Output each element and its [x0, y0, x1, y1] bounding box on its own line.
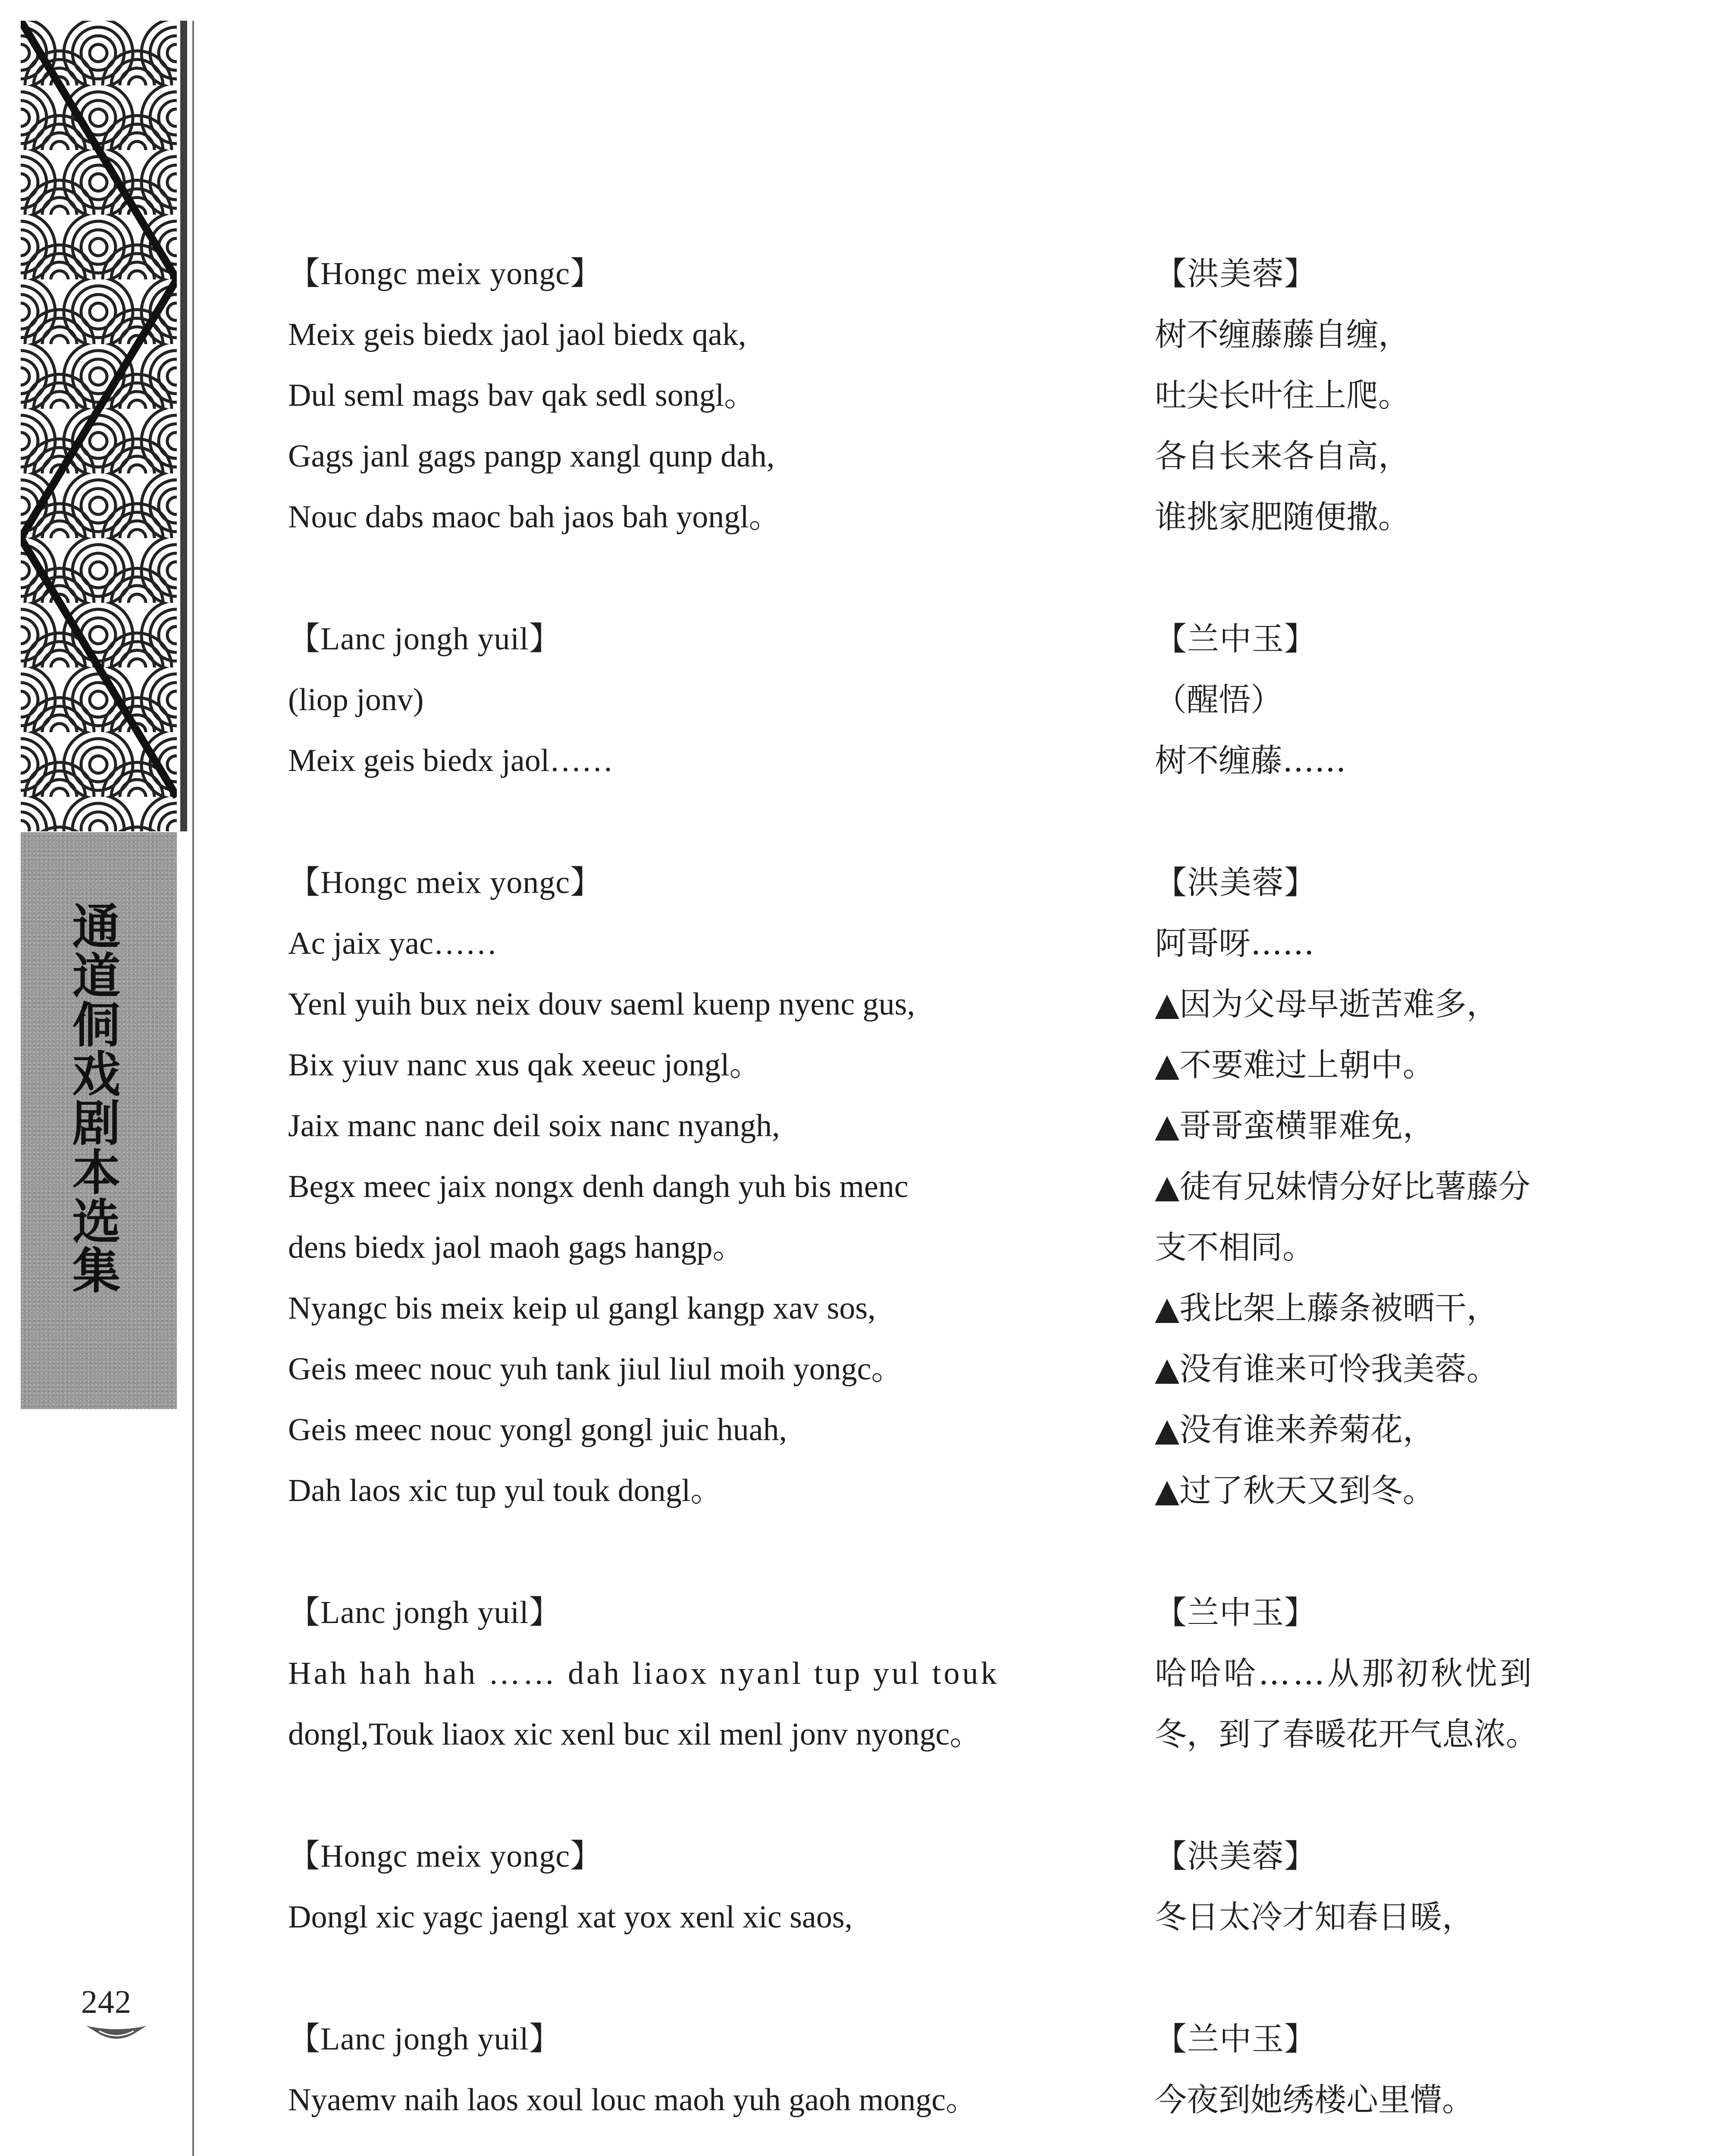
chinese-line: ▲没有谁来可怜我美蓉。	[1155, 1351, 1498, 1388]
page-number: 242	[81, 1984, 132, 2020]
dialogue-block	[288, 1826, 1599, 1948]
chinese-line: 支不相同。	[1155, 1229, 1314, 1266]
verse-row	[288, 2070, 1599, 2131]
dong-speaker: 【Hongc meix yongc】	[288, 865, 603, 900]
verse-row	[288, 1460, 1599, 1521]
dong-stage-direction: (liop jonv)	[288, 682, 424, 718]
chinese-line: 哈哈哈……从那初秋忧到	[1155, 1655, 1534, 1692]
dong-line: Bix yiuv nanc xus qak xeeuc jongl。	[288, 1047, 762, 1083]
dong-line: Meix geis biedx jaol……	[288, 743, 614, 778]
dong-line: Dongl xic yagc jaengl xat yox xenl xic saos,	[288, 1899, 853, 1935]
verse-row	[288, 365, 1599, 426]
chinese-line: 冬日太冷才知春日暖，	[1155, 1899, 1474, 1936]
speaker-row	[288, 1583, 1599, 1643]
verse-row	[288, 426, 1599, 487]
dong-speaker: 【Lanc jongh yuil】	[288, 2021, 561, 2057]
side-cloud-ornament	[21, 21, 177, 831]
verse-row	[288, 304, 1599, 365]
dong-line: Yenl yuih bux neix douv saeml kuenp nyenc gus,	[288, 987, 915, 1022]
dong-line: dongl,Touk liaox xic xenl buc xil menl jonv nyongc。	[288, 1717, 982, 1752]
chinese-line: ▲哥哥蛮横罪难免，	[1155, 1107, 1435, 1144]
speaker-row	[288, 244, 1599, 304]
dong-line: Geis meec nouc yuh tank jiul liul moih yongc。	[288, 1351, 903, 1387]
dialogue-block	[288, 244, 1599, 548]
chinese-line: 今夜到她绣楼心里懵。	[1155, 2081, 1474, 2118]
verse-row	[288, 1704, 1599, 1765]
margin-rule-thick	[180, 21, 187, 831]
dong-line: Jaix manc nanc deil soix nanc nyangh,	[288, 1108, 780, 1144]
chinese-line: 阿哥呀……	[1155, 925, 1314, 962]
chinese-line: 各自长来各自高，	[1155, 438, 1410, 475]
verse-row	[288, 1035, 1599, 1096]
speaker-row	[288, 1826, 1599, 1887]
verse-row	[288, 1887, 1599, 1948]
verse-row	[288, 1156, 1599, 1217]
dialogue-block	[288, 1583, 1599, 1765]
chinese-speaker: 【兰中玉】	[1155, 1594, 1317, 1631]
verse-row	[288, 1096, 1599, 1156]
cloud-pattern-icon	[21, 21, 177, 831]
dong-line: Geis meec nouc yongl gongl juic huah,	[288, 1412, 787, 1448]
chinese-line: ▲因为父母早逝苦难多，	[1155, 986, 1498, 1023]
stage-direction-row	[288, 670, 1599, 730]
verse-row	[288, 1339, 1599, 1400]
chinese-line: 吐尖长叶往上爬。	[1155, 377, 1410, 414]
chinese-line: ▲我比架上藤条被晒干，	[1155, 1290, 1498, 1327]
speaker-row	[288, 852, 1599, 913]
dong-speaker: 【Lanc jongh yuil】	[288, 621, 561, 657]
dong-speaker: 【Lanc jongh yuil】	[288, 1595, 561, 1630]
script-body	[288, 244, 1599, 2156]
dong-speaker: 【Hongc meix yongc】	[288, 1839, 603, 1874]
verse-row	[288, 974, 1599, 1035]
verse-row	[288, 1278, 1599, 1339]
dong-line: Meix geis biedx jaol jaol biedx qak,	[288, 317, 746, 352]
chinese-line: ▲过了秋天又到冬。	[1155, 1472, 1435, 1509]
chinese-line: 树不缠藤……	[1155, 742, 1346, 779]
dong-speaker: 【Hongc meix yongc】	[288, 256, 603, 291]
chinese-line: 谁挑家肥随便撒。	[1155, 498, 1410, 536]
verse-row	[288, 913, 1599, 974]
chinese-stage-direction: （醒悟）	[1155, 681, 1282, 718]
chinese-line: ▲徒有兄妹情分好比薯藤分	[1155, 1168, 1530, 1205]
dong-line: Dah laos xic tup yul touk dongl。	[288, 1473, 723, 1508]
verse-row	[288, 730, 1599, 791]
dong-line: Ac jaix yac……	[288, 926, 497, 961]
chinese-speaker: 【洪美蓉】	[1155, 255, 1317, 292]
dong-line: Hah hah hah …… dah liaox nyanl tup yul touk	[288, 1656, 1000, 1691]
chinese-speaker: 【兰中玉】	[1155, 620, 1317, 658]
chinese-line: 树不缠藤藤自缠，	[1155, 316, 1410, 353]
dong-line: dens biedx jaol maoh gags hangp。	[288, 1230, 745, 1265]
chinese-speaker: 【兰中玉】	[1155, 2021, 1317, 2058]
chinese-line: 冬，到了春暖花开气息浓。	[1155, 1716, 1538, 1753]
dialogue-block	[288, 852, 1599, 1521]
speaker-row	[288, 2009, 1599, 2070]
margin-rule-thin	[192, 21, 194, 2156]
dong-line: Nyaemv naih laos xoul louc maoh yuh gaoh mongc。	[288, 2082, 978, 2118]
dong-line: Nyangc bis meix keip ul gangl kangp xav sos,	[288, 1291, 876, 1326]
chinese-speaker: 【洪美蓉】	[1155, 864, 1317, 901]
chinese-line: ▲没有谁来养菊花，	[1155, 1411, 1435, 1448]
verse-row	[288, 1643, 1599, 1704]
dialogue-block	[288, 2009, 1599, 2131]
dong-line: Dul seml mags bav qak sedl songl。	[288, 378, 756, 413]
speaker-row	[288, 609, 1599, 670]
series-title: 通道侗戏剧本选集	[64, 901, 121, 1294]
dialogue-block	[288, 609, 1599, 791]
dong-line: Gags janl gags pangp xangl qunp dah,	[288, 439, 775, 474]
folio-ornament-icon	[86, 2023, 147, 2046]
verse-row	[288, 1400, 1599, 1460]
chinese-speaker: 【洪美蓉】	[1155, 1838, 1317, 1875]
chinese-line: ▲不要难过上朝中。	[1155, 1047, 1435, 1084]
dong-line: Begx meec jaix nongx denh dangh yuh bis menc	[288, 1169, 909, 1204]
verse-row	[288, 1217, 1599, 1278]
verse-row	[288, 487, 1599, 548]
dong-line: Nouc dabs maoc bah jaos bah yongl。	[288, 499, 781, 535]
